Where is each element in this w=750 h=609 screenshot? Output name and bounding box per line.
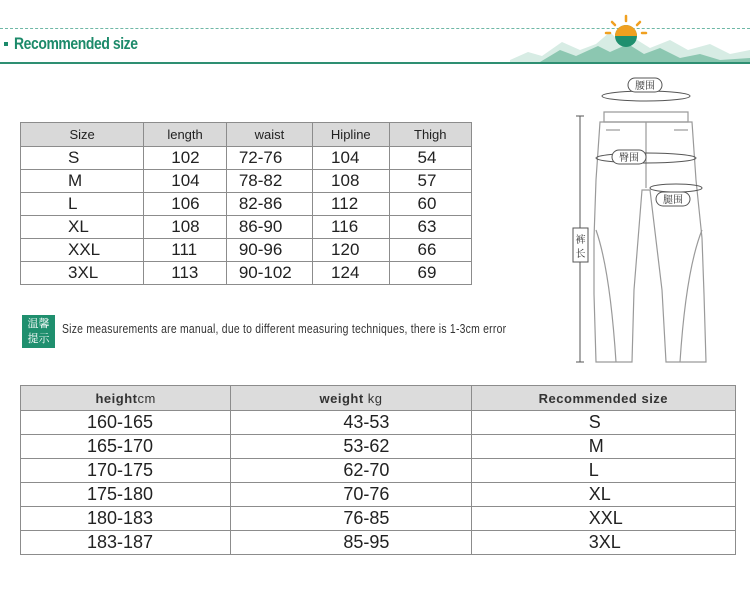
col-header-thigh: Thigh xyxy=(389,123,471,147)
height-header-label: height xyxy=(95,390,138,406)
length-label-2: 长 xyxy=(575,249,586,260)
cell-hipline: 108 xyxy=(313,170,390,193)
table-row xyxy=(21,531,736,555)
cell-size: S xyxy=(21,147,144,170)
cell-thigh: 69 xyxy=(389,262,471,285)
table-row xyxy=(21,459,736,483)
cell-recommended-size: XL xyxy=(471,483,735,507)
cell-height: 175-180 xyxy=(21,483,231,507)
cell-length: 108 xyxy=(144,216,227,239)
cell-recommended-size: L xyxy=(471,459,735,483)
mountain-logo-icon xyxy=(510,14,750,64)
length-label-1: 裤 xyxy=(575,235,586,246)
table-row xyxy=(21,483,736,507)
cell-weight: 43-53 xyxy=(231,411,471,435)
cell-length: 111 xyxy=(144,239,227,262)
table-row xyxy=(21,435,736,459)
cell-waist: 72-76 xyxy=(226,147,312,170)
cell-recommended-size: XXL xyxy=(471,507,735,531)
pants-diagram xyxy=(570,70,730,370)
cell-hipline: 120 xyxy=(313,239,390,262)
cell-weight: 76-85 xyxy=(231,507,471,531)
thigh-label: 腿围 xyxy=(663,195,683,206)
weight-header-unit: kg xyxy=(367,390,383,406)
cell-waist: 78-82 xyxy=(226,170,312,193)
cell-thigh: 54 xyxy=(389,147,471,170)
table-header-row xyxy=(21,123,472,147)
col-header-weight xyxy=(231,386,471,411)
col-header-height xyxy=(21,386,231,411)
cell-hipline: 112 xyxy=(313,193,390,216)
col-header-recommended-size: Recommended size xyxy=(471,386,735,411)
table-row xyxy=(21,239,472,262)
cell-length: 104 xyxy=(144,170,227,193)
cell-height: 160-165 xyxy=(21,411,231,435)
cell-height: 183-187 xyxy=(21,531,231,555)
cell-size: L xyxy=(21,193,144,216)
cell-recommended-size: 3XL xyxy=(471,531,735,555)
cell-hipline: 124 xyxy=(313,262,390,285)
cell-length: 113 xyxy=(144,262,227,285)
cell-weight: 53-62 xyxy=(231,435,471,459)
cell-size: 3XL xyxy=(21,262,144,285)
table-row xyxy=(21,147,472,170)
table-row xyxy=(21,170,472,193)
table-row xyxy=(21,262,472,285)
measurement-note: Size measurements are manual, due to different measuring techniques, there is 1-3cm error xyxy=(62,321,507,336)
tip-badge xyxy=(22,315,55,348)
cell-recommended-size: S xyxy=(471,411,735,435)
cell-weight: 85-95 xyxy=(231,531,471,555)
recommended-size-table xyxy=(20,385,736,555)
cell-waist: 86-90 xyxy=(226,216,312,239)
cell-weight: 62-70 xyxy=(231,459,471,483)
hip-label: 臀围 xyxy=(619,153,639,164)
header-title: Recommended size xyxy=(14,34,138,53)
weight-header-label: weight xyxy=(319,390,364,406)
col-header-waist: waist xyxy=(226,123,312,147)
cell-height: 180-183 xyxy=(21,507,231,531)
cell-height: 170-175 xyxy=(21,459,231,483)
cell-length: 106 xyxy=(144,193,227,216)
cell-hipline: 104 xyxy=(313,147,390,170)
cell-weight: 70-76 xyxy=(231,483,471,507)
tip-badge-line2: 提示 xyxy=(27,333,50,345)
tip-badge-line1: 温馨 xyxy=(27,318,50,330)
cell-size: XL xyxy=(21,216,144,239)
cell-thigh: 63 xyxy=(389,216,471,239)
cell-thigh: 57 xyxy=(389,170,471,193)
col-header-hipline: Hipline xyxy=(313,123,390,147)
cell-thigh: 60 xyxy=(389,193,471,216)
waist-label: 腰围 xyxy=(635,81,655,92)
col-header-size: Size xyxy=(21,123,144,147)
table-row xyxy=(21,216,472,239)
table-row xyxy=(21,193,472,216)
cell-waist: 90-102 xyxy=(226,262,312,285)
table-row xyxy=(21,411,736,435)
cell-recommended-size: M xyxy=(471,435,735,459)
cell-waist: 82-86 xyxy=(226,193,312,216)
cell-height: 165-170 xyxy=(21,435,231,459)
col-header-length: length xyxy=(144,123,227,147)
cell-length: 102 xyxy=(144,147,227,170)
cell-waist: 90-96 xyxy=(226,239,312,262)
cell-thigh: 66 xyxy=(389,239,471,262)
cell-size: M xyxy=(21,170,144,193)
page-header xyxy=(0,0,750,66)
cell-size: XXL xyxy=(21,239,144,262)
table-header-row xyxy=(21,386,736,411)
title-bullet xyxy=(4,42,8,46)
table-row xyxy=(21,507,736,531)
size-measurement-table xyxy=(20,122,472,285)
cell-hipline: 116 xyxy=(313,216,390,239)
header-divider xyxy=(0,62,750,64)
height-header-unit: cm xyxy=(137,390,156,406)
